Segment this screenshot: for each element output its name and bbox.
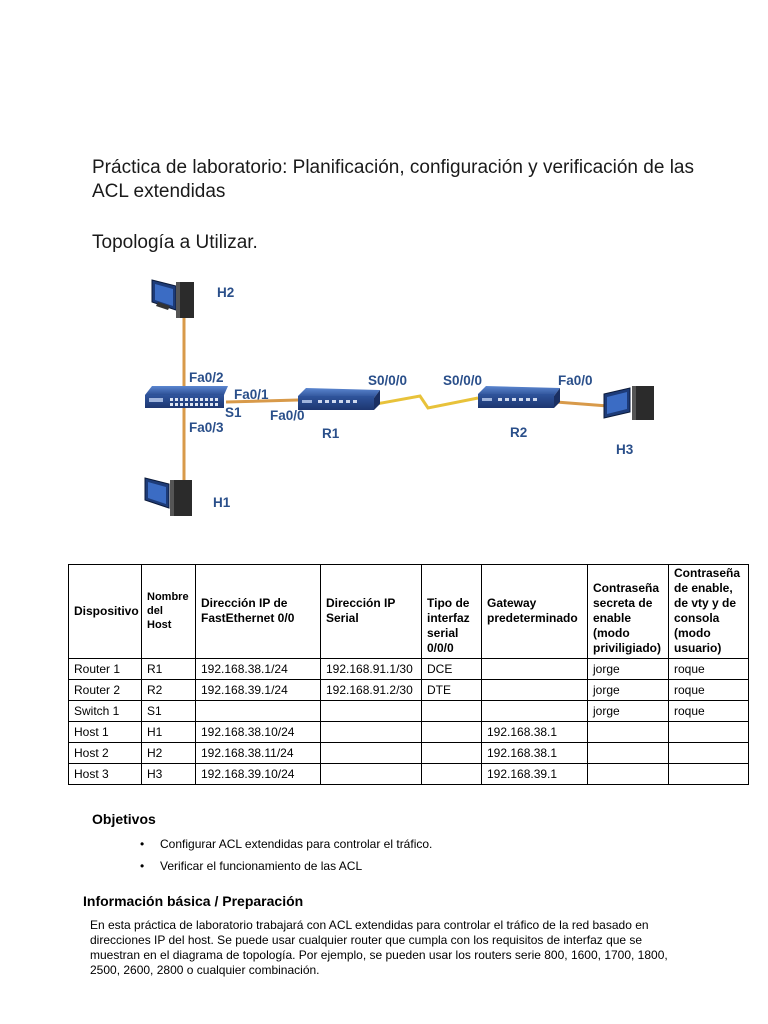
table-cell: Host 1	[69, 722, 142, 743]
table-cell	[422, 764, 482, 785]
label-s1: S1	[225, 405, 242, 420]
table-cell: 192.168.91.1/30	[321, 659, 422, 680]
bullet: •	[140, 837, 145, 851]
table-cell	[482, 701, 588, 722]
table-cell: 192.168.38.1	[482, 722, 588, 743]
list-item-text: Verificar el funcionamiento de las ACL	[160, 859, 363, 873]
table-cell: 192.168.39.1	[482, 764, 588, 785]
table-cell: roque	[669, 701, 749, 722]
objectives-list	[140, 836, 432, 880]
label-s000-r1: S0/0/0	[368, 373, 408, 388]
label-fa02: Fa0/2	[189, 370, 224, 385]
table-cell: jorge	[588, 680, 669, 701]
router-r1-icon	[298, 388, 380, 410]
list-item-text: Configurar ACL extendidas para controlar el tráfico.	[160, 837, 433, 851]
table-cell: H3	[142, 764, 196, 785]
link-r2-h3	[556, 402, 608, 406]
table-cell	[482, 659, 588, 680]
background-paragraph: En esta práctica de laboratorio trabajará con ACL extendidas para controlar el tráfico de la red basado en direcciones IP del host. Se puede usar cualquier router que cumpla con los requisitos de interfaz que se muestran en el diagrama de topología. Por ejemplo, se pueden usar los routers serie 800, 1600, 1700, 1800, 2500, 2600, 2800 o cualquier combinación.	[90, 918, 668, 977]
table-cell: roque	[669, 680, 749, 701]
table-cell	[669, 743, 749, 764]
table-cell: 192.168.38.10/24	[196, 722, 321, 743]
table-row	[69, 680, 749, 701]
host-h2-icon	[152, 280, 194, 318]
switch-s1-icon	[145, 386, 228, 408]
table-row	[69, 701, 749, 722]
table-cell: Router 2	[69, 680, 142, 701]
col-header: Contraseña secreta de enable (modo priviligiado)	[588, 565, 669, 659]
router-r2-icon	[478, 386, 560, 408]
table-cell: 192.168.91.2/30	[321, 680, 422, 701]
table-row	[69, 722, 749, 743]
col-header: Dispositivo	[69, 565, 142, 659]
topology-heading: Topología a Utilizar.	[92, 232, 258, 253]
table-cell: jorge	[588, 701, 669, 722]
label-fa00-r1: Fa0/0	[270, 408, 305, 423]
col-header: Gateway predeterminado	[482, 565, 588, 659]
col-header: Contraseña de enable, de vty y de consola (modo usuario)	[669, 565, 749, 659]
table-cell	[321, 722, 422, 743]
bullet: •	[140, 859, 145, 873]
label-fa00-r2: Fa0/0	[558, 373, 593, 388]
label-fa01: Fa0/1	[234, 387, 269, 402]
table-cell: R1	[142, 659, 196, 680]
col-header: Tipo de interfaz serial 0/0/0	[422, 565, 482, 659]
table-cell: 192.168.38.1	[482, 743, 588, 764]
col-header: Nombre del Host	[142, 565, 196, 659]
host-h1-icon	[145, 478, 192, 516]
table-cell: 192.168.38.11/24	[196, 743, 321, 764]
table-cell: R2	[142, 680, 196, 701]
background-heading: Información básica / Preparación	[83, 893, 304, 909]
serial-link-r1-r2	[376, 396, 478, 408]
table-cell	[588, 764, 669, 785]
topology-diagram	[0, 270, 768, 530]
list-item	[140, 858, 432, 880]
label-s000-r2: S0/0/0	[443, 373, 483, 388]
table-cell	[669, 764, 749, 785]
objectives-heading: Objetivos	[92, 811, 156, 827]
table-header-row	[69, 565, 749, 659]
table-cell: 192.168.39.1/24	[196, 680, 321, 701]
label-r1: R1	[322, 426, 340, 441]
table-cell: S1	[142, 701, 196, 722]
table-cell: 192.168.38.1/24	[196, 659, 321, 680]
table-cell	[422, 701, 482, 722]
table-cell	[669, 722, 749, 743]
table-cell: jorge	[588, 659, 669, 680]
address-table	[68, 564, 749, 785]
table-cell: Router 1	[69, 659, 142, 680]
label-h1: H1	[213, 495, 231, 510]
table-cell	[422, 722, 482, 743]
document-title: Práctica de laboratorio: Planificación, configuración y verificación de las ACL extendidas	[92, 157, 694, 202]
host-h3-icon	[604, 386, 654, 420]
table-cell: 192.168.39.10/24	[196, 764, 321, 785]
table-row	[69, 743, 749, 764]
table-cell: roque	[669, 659, 749, 680]
table-row	[69, 764, 749, 785]
table-cell	[482, 680, 588, 701]
table-cell	[321, 701, 422, 722]
label-h2: H2	[217, 285, 235, 300]
table-cell: H1	[142, 722, 196, 743]
table-cell	[422, 743, 482, 764]
table-cell: DCE	[422, 659, 482, 680]
table-cell	[321, 743, 422, 764]
table-row	[69, 659, 749, 680]
list-item	[140, 836, 432, 858]
table-cell: DTE	[422, 680, 482, 701]
col-header: Dirección IP de FastEthernet 0/0	[196, 565, 321, 659]
table-cell: Host 2	[69, 743, 142, 764]
table-cell: Host 3	[69, 764, 142, 785]
table-cell	[588, 743, 669, 764]
table-cell: H2	[142, 743, 196, 764]
label-fa03: Fa0/3	[189, 420, 224, 435]
table-cell: Switch 1	[69, 701, 142, 722]
label-r2: R2	[510, 425, 528, 440]
label-h3: H3	[616, 442, 634, 457]
table-cell	[588, 722, 669, 743]
table-cell	[321, 764, 422, 785]
col-header: Dirección IP Serial	[321, 565, 422, 659]
table-cell	[196, 701, 321, 722]
